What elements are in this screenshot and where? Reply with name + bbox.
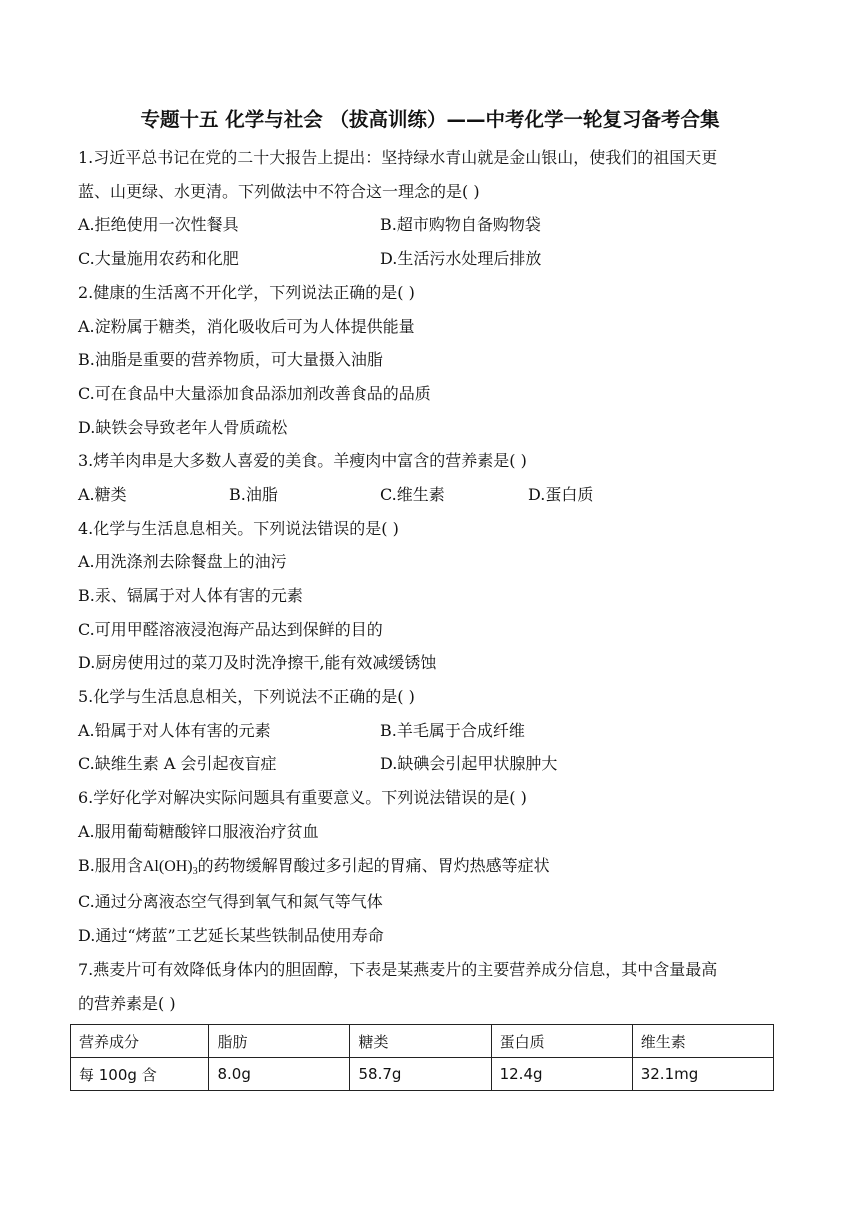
- table-cell: 12.4g: [491, 1058, 632, 1091]
- question-3-option-b: B.油脂: [229, 485, 278, 504]
- question-6-option-a: A.服用葡萄糖酸锌口服液治疗贫血: [78, 822, 319, 841]
- table-header-cell: 营养成分: [71, 1025, 209, 1058]
- question-5-stem: 5.化学与生活息息相关，下列说法不正确的是( ): [78, 687, 415, 706]
- nutrition-table: [70, 1024, 774, 1091]
- formula-subscript: 3: [192, 866, 198, 877]
- question-6-stem: 6.学好化学对解决实际问题具有重要意义。下列说法错误的是( ): [78, 788, 527, 807]
- question-6-option-d: D.通过“烤蓝”工艺延长某些铁制品使用寿命: [78, 926, 384, 945]
- question-2-option-d: D.缺铁会导致老年人骨质疏松: [78, 418, 288, 437]
- question-5-option-a: A.铅属于对人体有害的元素: [78, 721, 271, 740]
- question-3-stem: 3.烤羊肉串是大多数人喜爱的美食。羊瘦肉中富含的营养素是( ): [78, 451, 527, 470]
- question-5-option-d: D.缺碘会引起甲状腺肿大: [380, 754, 558, 773]
- question-1-stem-line-1: 1.习近平总书记在党的二十大报告上提出：坚持绿水青山就是金山银山，使我们的祖国天更: [78, 148, 718, 167]
- question-3-option-d: D.蛋白质: [528, 485, 594, 504]
- question-4-stem: 4.化学与生活息息相关。下列说法错误的是( ): [78, 519, 399, 538]
- aluminium-hydroxide-formula: [143, 858, 198, 875]
- table-cell: 58.7g: [350, 1058, 491, 1091]
- table-row: [71, 1058, 774, 1091]
- table-header-cell: 维生素: [632, 1025, 773, 1058]
- question-1-option-d: D.生活污水处理后排放: [380, 249, 542, 268]
- question-2-option-a: A.淀粉属于糖类，消化吸收后可为人体提供能量: [78, 317, 415, 336]
- table-header-row: [71, 1025, 774, 1058]
- question-5-option-c: C.缺维生素 A 会引起夜盲症: [78, 754, 277, 773]
- question-3-option-c: C.维生素: [380, 485, 445, 504]
- question-7-stem-line-1: 7.燕麦片可有效降低身体内的胆固醇，下表是某燕麦片的主要营养成分信息，其中含量最高: [78, 960, 718, 979]
- question-4-option-c: C.可用甲醛溶液浸泡海产品达到保鲜的目的: [78, 620, 383, 639]
- question-4-option-d: D.厨房使用过的菜刀及时洗净擦干,能有效减缓锈蚀: [78, 653, 437, 672]
- question-2-stem: 2.健康的生活离不开化学，下列说法正确的是( ): [78, 283, 415, 302]
- table-cell: 32.1mg: [632, 1058, 773, 1091]
- question-4-option-a: A.用洗涤剂去除餐盘上的油污: [78, 552, 287, 571]
- question-6-option-b: [78, 856, 550, 882]
- question-2-option-c: C.可在食品中大量添加食品添加剂改善食品的品质: [78, 384, 431, 403]
- question-5-option-b: B.羊毛属于合成纤维: [380, 721, 525, 740]
- table-cell: 8.0g: [209, 1058, 350, 1091]
- question-7-stem-line-2: 的营养素是( ): [78, 994, 176, 1013]
- table-header-cell: 脂肪: [209, 1025, 350, 1058]
- question-1-option-b: B.超市购物自备购物袋: [380, 215, 541, 234]
- question-6-option-c: C.通过分离液态空气得到氧气和氮气等气体: [78, 892, 383, 911]
- page-title: 专题十五 化学与社会 （拔高训练）——中考化学一轮复习备考合集: [140, 108, 720, 131]
- question-6-option-b-rest: 的药物缓解胃酸过多引起的胃痛、胃灼热感等症状: [197, 856, 550, 875]
- formula-base: Al(OH): [142, 858, 193, 875]
- question-2-option-b: B.油脂是重要的营养物质，可大量摄入油脂: [78, 350, 383, 369]
- question-4-option-b: B.汞、镉属于对人体有害的元素: [78, 586, 303, 605]
- table-header-cell: 糖类: [350, 1025, 491, 1058]
- question-6-option-b-prefix: B.服用含: [78, 856, 143, 875]
- table-header-cell: 蛋白质: [491, 1025, 632, 1058]
- question-1-option-a: A.拒绝使用一次性餐具: [78, 215, 239, 234]
- question-1-stem-line-2: 蓝、山更绿、水更清。下列做法中不符合这一理念的是( ): [78, 182, 480, 201]
- table-cell: 每 100g 含: [71, 1058, 209, 1091]
- question-3-option-a: A.糖类: [78, 485, 127, 504]
- question-1-option-c: C.大量施用农药和化肥: [78, 249, 239, 268]
